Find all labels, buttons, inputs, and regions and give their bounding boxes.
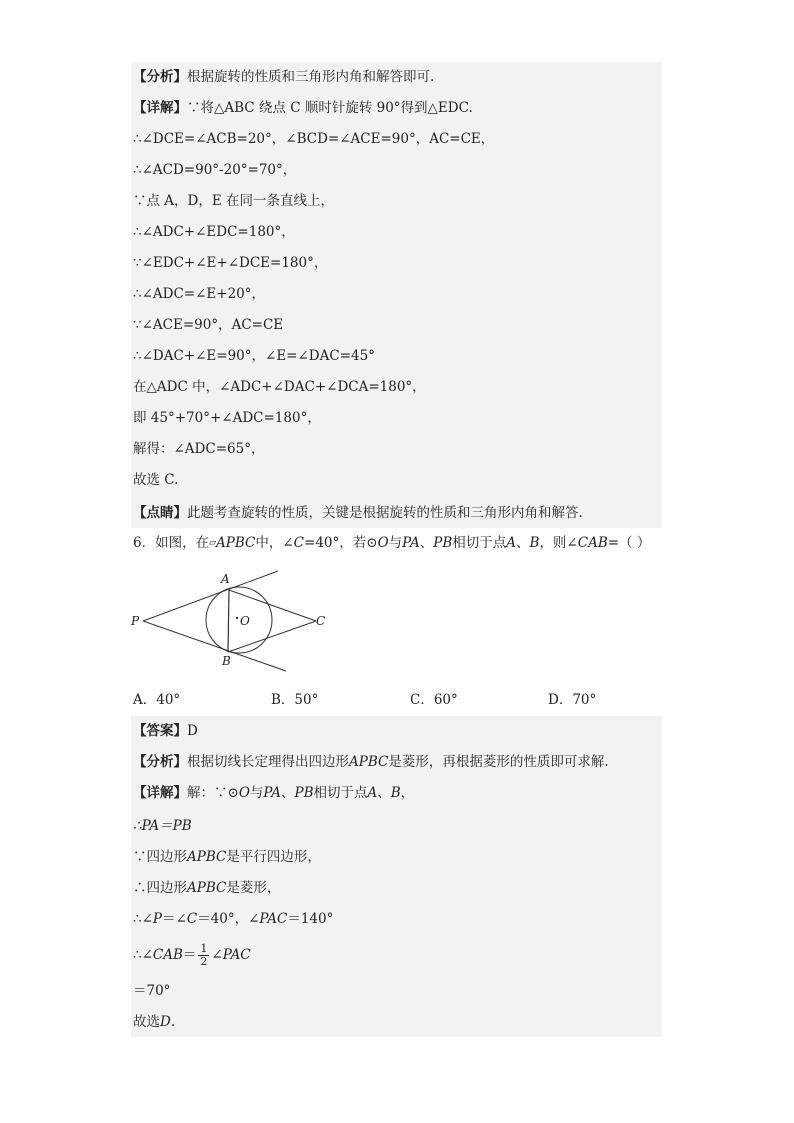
detail-line: ∴∠DCE=∠ACB=20°，∠BCD=∠ACE=90°，AC=CE， [133, 131, 495, 147]
detail-text: ∵将△ABC 绕点 C 顺时针旋转 90°得到△EDC. [187, 100, 473, 116]
detail-line-fraction: ∴∠CAB＝ $\frac{1}{2}$ ∠PAC [133, 942, 251, 968]
label-O: O [240, 614, 250, 628]
fraction-one-half: $\frac{1}{2}$ [200, 942, 208, 968]
analysis-line-2: 【分析】根据切线长定理得出四边形APBC是菱形，再根据菱形的性质即可求解. [133, 754, 609, 770]
label-C: C [316, 614, 326, 628]
detail-line: ∴∠ADC=∠E+20°， [133, 286, 266, 302]
question-6: 6．如图，在▱APBC中，∠C=40°，若⊙O与PA、PB相切于点A、B，则∠CAB=（ ） [133, 535, 651, 551]
analysis-tag: 【分析】 [133, 69, 187, 85]
detail-line: ∵点 A，D，E 在同一条直线上， [133, 193, 335, 209]
answer-tag: 【答案】 [133, 723, 187, 739]
answer-line [133, 720, 198, 742]
comment-line [133, 502, 583, 524]
detail-line: ∴四边形APBC是菱形， [133, 880, 281, 896]
center-point-O [236, 617, 238, 619]
option-c[interactable]: C．60° [410, 692, 458, 708]
option-a[interactable]: A．40° [133, 692, 181, 708]
detail-tag: 【详解】 [133, 100, 187, 116]
detail-line: 故选 C. [133, 472, 179, 488]
detail-line-1 [133, 97, 473, 119]
detail-line: ∴∠ACD=90°-20°=70°， [133, 162, 297, 178]
detail-line: 解得：∠ADC=65°， [133, 441, 265, 457]
question-number: 6． [133, 535, 156, 551]
detail-line: 即 45°+70°+∠ADC=180°， [133, 410, 321, 426]
detail-line: ∴∠DAC+∠E=90°，∠E=∠DAC=45° [133, 348, 375, 364]
line-P-A-extended [143, 571, 278, 621]
option-d[interactable]: D．70° [548, 692, 597, 708]
detail-line: ＝70° [133, 983, 171, 999]
analysis-line-1 [133, 66, 434, 88]
comment-tag: 【点睛】 [133, 505, 187, 521]
analysis-text: 根据旋转的性质和三角形内角和解答即可. [187, 69, 435, 85]
detail-tag: 【详解】 [133, 785, 187, 801]
answer-value: D [187, 723, 198, 739]
line-P-B-extended [143, 621, 286, 671]
detail-line: ∵∠EDC+∠E+∠DCE=180°， [133, 255, 328, 271]
analysis-tag: 【分析】 [133, 754, 187, 770]
option-b[interactable]: B．50° [271, 692, 319, 708]
label-P: P [131, 614, 140, 628]
detail-line: ∴PA＝PB [133, 818, 192, 834]
detail-line: ∴∠P＝∠C＝40°，∠PAC＝140° [133, 911, 334, 927]
detail-line-2: 【详解】解：∵⊙O与PA、PB相切于点A、B， [133, 785, 415, 801]
segment-A-B [228, 590, 229, 652]
detail-line: 在△ADC 中，∠ADC+∠DAC+∠DCA=180°， [133, 379, 426, 395]
detail-line: ∵∠ACE=90°，AC=CE [133, 317, 284, 333]
detail-line: ∴∠ADC+∠EDC=180°， [133, 224, 295, 240]
comment-text: 此题考查旋转的性质，关键是根据旋转的性质和三角形内角和解答. [187, 505, 583, 521]
geometry-figure [128, 565, 338, 675]
circle-O [206, 587, 272, 653]
label-A: A [221, 572, 230, 586]
label-B: B [222, 654, 231, 668]
detail-line: ∵四边形APBC是平行四边形， [133, 849, 321, 865]
detail-line: 故选D. [133, 1014, 176, 1030]
